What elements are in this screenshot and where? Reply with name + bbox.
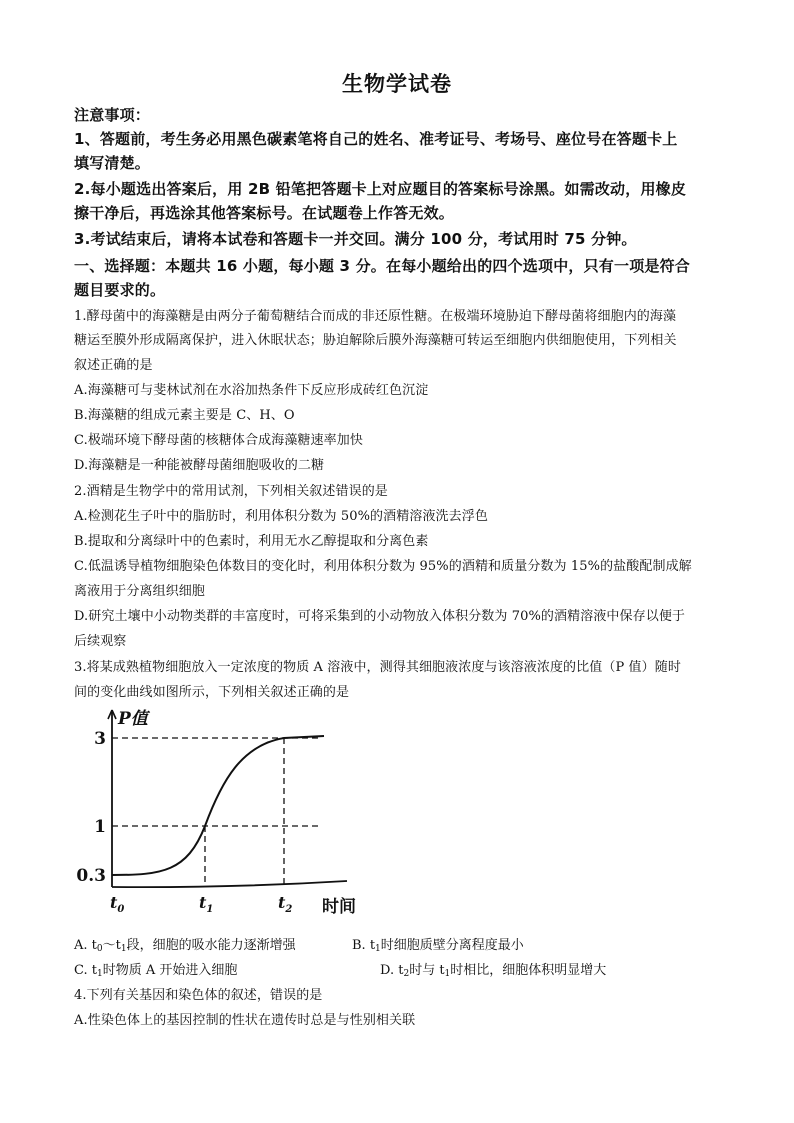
- q4-stem: 4.下列有关基因和染色体的叙述，错误的是: [74, 988, 323, 1003]
- page-title: 生物学试卷: [342, 72, 452, 96]
- notice-item-1b: 填写清楚。: [74, 154, 151, 172]
- q1-stem-a: 1.酵母菌中的海藻糖是由两分子葡萄糖结合而成的非还原性糖。在极端环境胁迫下酵母菌将细胞内的海藻: [74, 309, 677, 324]
- q1-option-a: A.海藻糖可与斐林试剂在水浴加热条件下反应形成砖红色沉淀: [74, 383, 429, 398]
- q1-option-b: B.海藻糖的组成元素主要是 C、H、O: [74, 408, 295, 423]
- notice-item-2b: 擦干净后，再选涂其他答案标号。在试题卷上作答无效。: [74, 204, 455, 222]
- q3-option-a: A. $t_0\sim t_1$段，细胞的吸水能力逐渐增强: [74, 938, 296, 954]
- y-axis-label: P值: [118, 709, 148, 729]
- x-axis-label: 时间: [322, 897, 356, 917]
- q2-option-b: B.提取和分离绿叶中的色素时，利用无水乙醇提取和分离色素: [74, 534, 429, 549]
- y-tick-label: 3: [94, 729, 106, 749]
- q2-option-a: A.检测花生子叶中的脂肪时，利用体积分数为 50%的酒精溶液洗去浮色: [74, 509, 488, 524]
- q3-stem-a: 3.将某成熟植物细胞放入一定浓度的物质 A 溶液中，测得其细胞液浓度与该溶液浓度的比值（P 值）随时: [74, 660, 681, 675]
- x-tick-label: $t_0$: [110, 893, 125, 915]
- series-line: [112, 736, 324, 875]
- notice-item-2a: 2.每小题选出答案后，用 2B 铅笔把答题卡上对应题目的答案标号涂黑。如需改动，用橡皮: [74, 180, 687, 198]
- q2-option-d-a: D.研究土壤中小动物类群的丰富度时，可将采集到的小动物放入体积分数为 70%的酒精溶液中保存以便于: [74, 609, 686, 624]
- q2-stem: 2.酒精是生物学中的常用试剂，下列相关叙述错误的是: [74, 484, 388, 499]
- q2-option-c-b: 离液用于分离组织细胞: [74, 584, 206, 599]
- section-heading-b: 题目要求的。: [74, 281, 166, 299]
- q3-option-b: B. $t_1$时细胞质壁分离程度最小: [352, 938, 524, 954]
- q1-option-c: C.极端环境下酵母菌的核糖体合成海藻糖速率加快: [74, 433, 363, 448]
- section-heading-a: 一、选择题：本题共 16 小题，每小题 3 分。在每小题给出的四个选项中，只有一项是符合: [74, 257, 691, 275]
- q4-option-a: A.性染色体上的基因控制的性状在遗传时总是与性别相关联: [74, 1013, 416, 1028]
- q3-stem-b: 间的变化曲线如图所示，下列相关叙述正确的是: [74, 685, 350, 700]
- q2-option-c-a: C.低温诱导植物细胞染色体数目的变化时，利用体积分数为 95%的酒精和质量分数为 15%的盐酸配制成解: [74, 559, 692, 574]
- q1-option-d: D.海藻糖是一种能被酵母菌细胞吸收的二糖: [74, 458, 325, 473]
- notice-item-3: 3.考试结束后，请将本试卷和答题卡一并交回。满分 100 分，考试用时 75 分钟。: [74, 230, 637, 248]
- q3-option-c: C. $t_1$时物质 A 开始进入细胞: [74, 963, 238, 979]
- q1-stem-c: 叙述正确的是: [74, 358, 153, 373]
- y-tick-label: 0.3: [76, 866, 106, 886]
- q3-option-d: D. $t_2$时与 $t_1$时相比，细胞体积明显增大: [380, 963, 607, 979]
- q1-stem-b: 糖运至膜外形成隔离保护，进入休眠状态；胁迫解除后膜外海藻糖可转运至细胞内供细胞使用，下列相关: [74, 333, 677, 348]
- y-tick-label: 1: [94, 817, 106, 837]
- x-tick-label: $t_2$: [278, 893, 293, 915]
- notice-item-1a: 1、答题前，考生务必用黑色碳素笔将自己的姓名、准考证号、考场号、座位号在答题卡上: [74, 130, 678, 148]
- p-value-chart: [72, 700, 362, 920]
- notice-heading: 注意事项：: [74, 106, 151, 124]
- q2-option-d-b: 后续观察: [74, 634, 127, 649]
- x-tick-label: $t_1$: [199, 893, 214, 915]
- x-axis: [112, 881, 347, 887]
